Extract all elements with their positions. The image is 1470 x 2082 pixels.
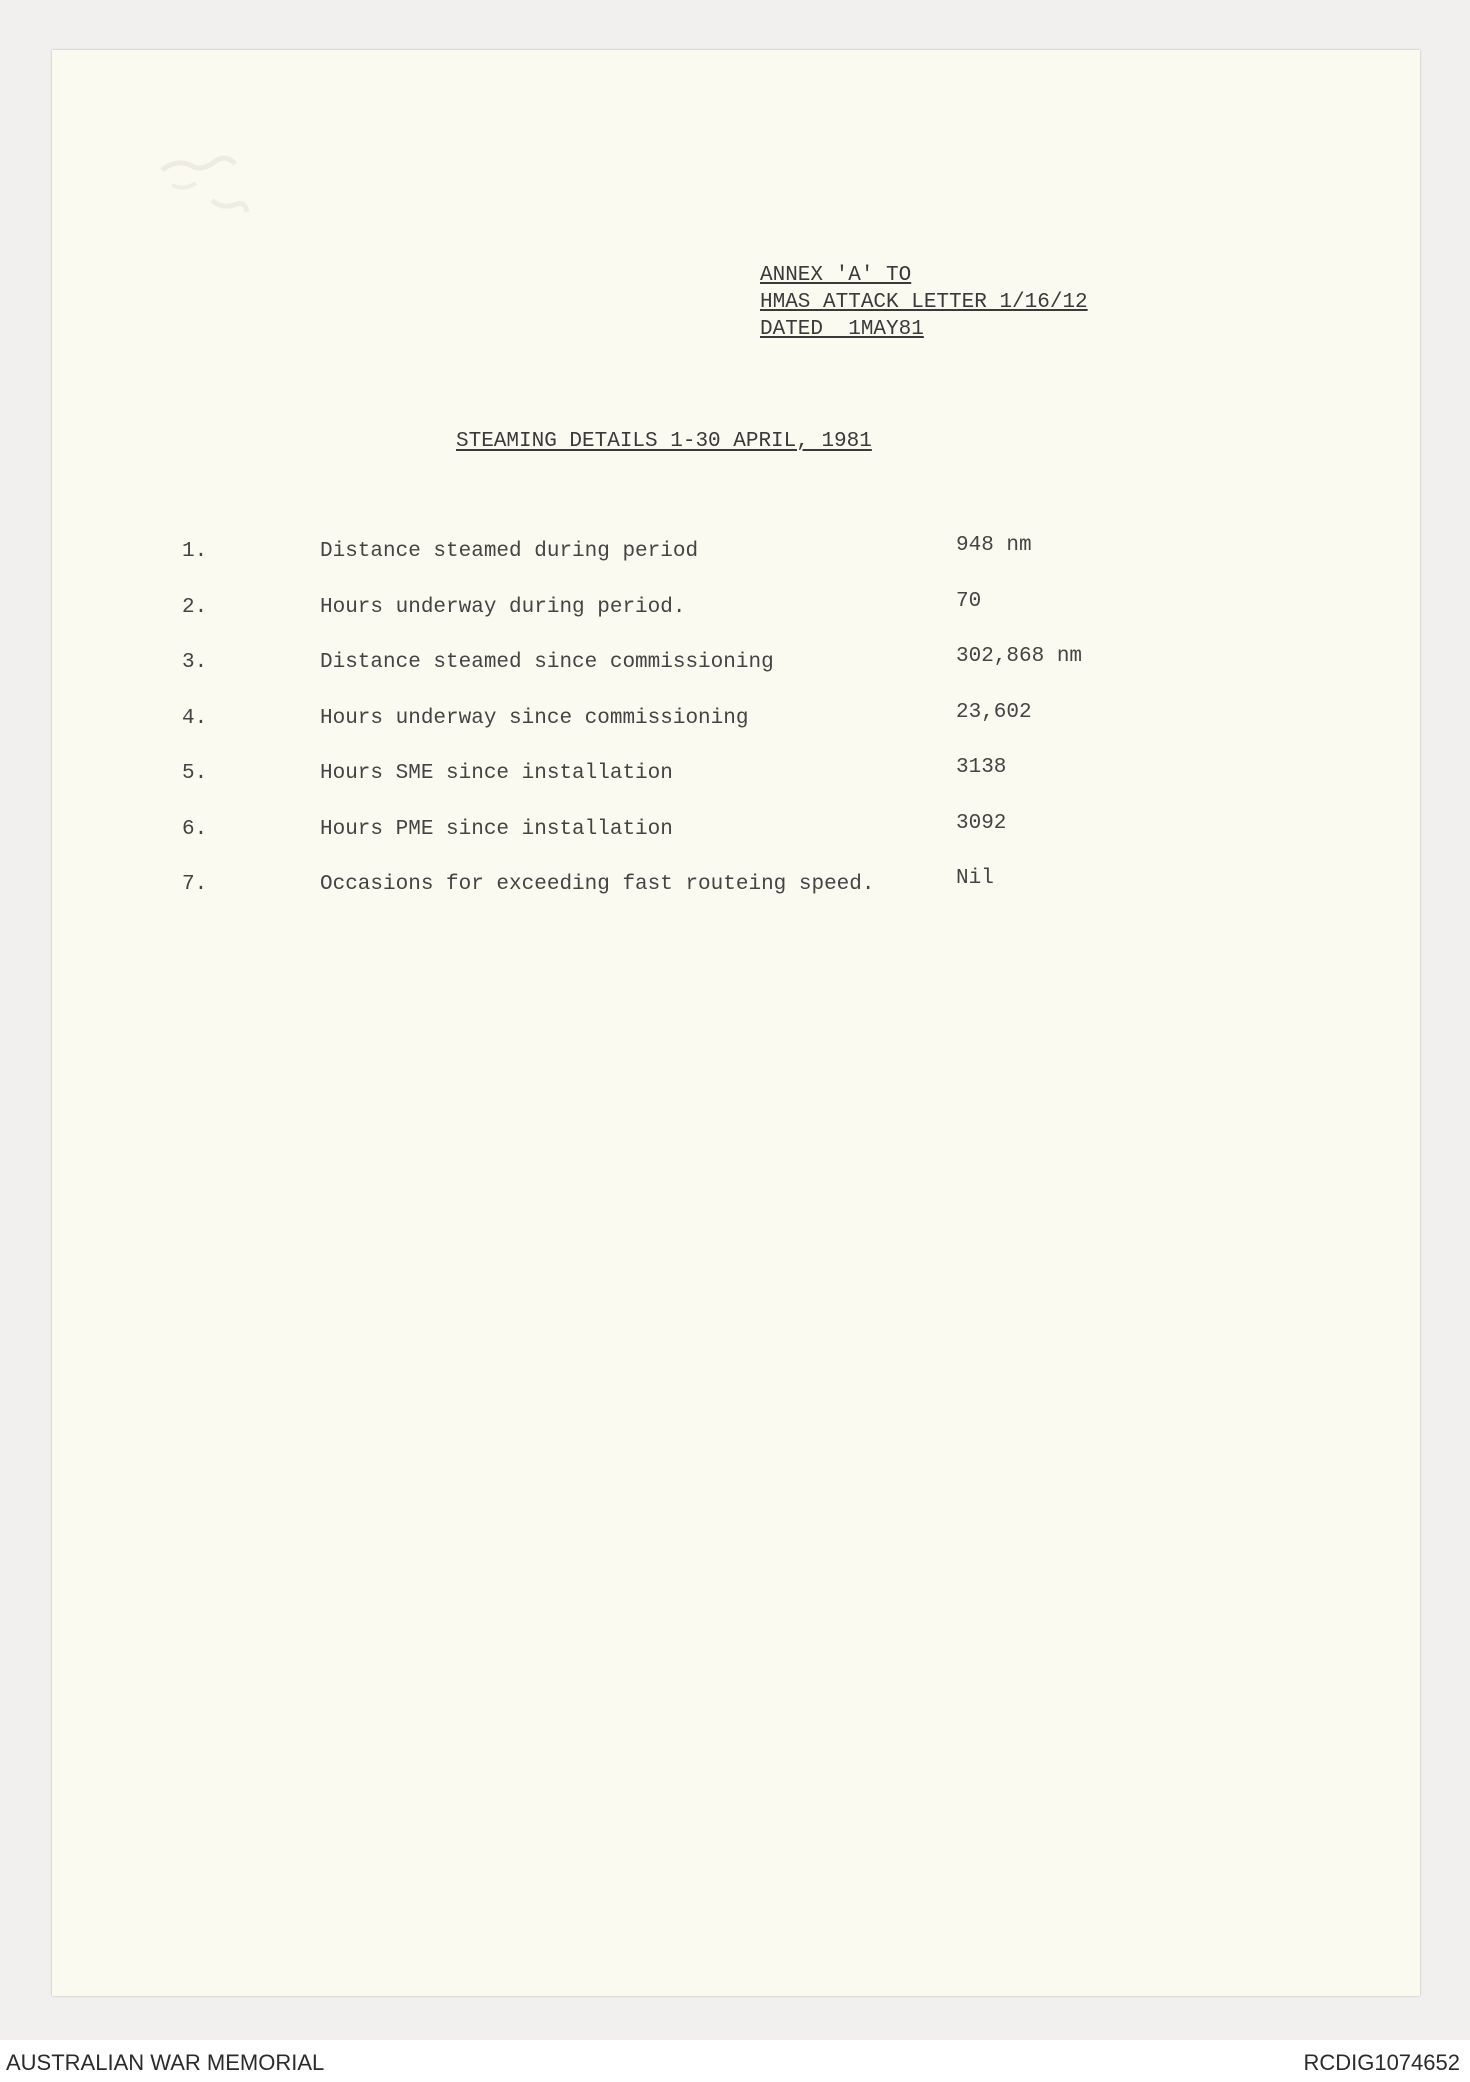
letter-reference-line: HMAS ATTACK LETTER 1/16/12 — [760, 291, 1088, 314]
item-number: 2. — [182, 595, 208, 619]
list-item — [182, 645, 1182, 701]
item-value: 3138 — [956, 756, 1007, 779]
list-item — [182, 756, 1182, 812]
item-label: Distance steamed during period — [320, 540, 699, 563]
item-label: Hours underway during period. — [320, 595, 686, 619]
item-value: Nil — [956, 867, 994, 890]
footer-institution: AUSTRALIAN WAR MEMORIAL — [6, 2050, 325, 2075]
annex-line: ANNEX 'A' TO — [760, 264, 912, 287]
dated-line: DATED 1MAY81 — [760, 318, 924, 341]
item-label: Hours underway since commissioning — [320, 706, 749, 730]
item-number: 1. — [182, 540, 208, 563]
item-value: 70 — [956, 589, 982, 613]
item-label: Hours PME since installation — [320, 817, 673, 841]
item-number: 3. — [182, 651, 208, 674]
emboss-seal-mark — [152, 140, 262, 230]
list-item — [182, 867, 1182, 923]
item-label: Distance steamed since commissioning — [320, 651, 774, 674]
document-page — [52, 50, 1420, 1996]
item-number: 4. — [182, 706, 208, 730]
steaming-details-list — [182, 534, 1182, 923]
item-value: 3092 — [956, 811, 1007, 835]
item-value: 948 nm — [956, 534, 1032, 557]
item-number: 5. — [182, 762, 208, 785]
annex-reference-block — [760, 262, 1088, 343]
item-value: 302,868 nm — [956, 645, 1083, 668]
archive-footer — [0, 2040, 1470, 2082]
footer-reference-id: RCDIG1074652 — [1303, 2050, 1460, 2075]
item-number: 7. — [182, 873, 208, 896]
item-label: Hours SME since installation — [320, 762, 673, 785]
list-item — [182, 590, 1182, 646]
list-item — [182, 812, 1182, 868]
item-label: Occasions for exceeding fast routeing speed. — [320, 873, 875, 896]
list-item — [182, 701, 1182, 757]
document-title: STEAMING DETAILS 1-30 APRIL, 1981 — [456, 430, 872, 453]
item-value: 23,602 — [956, 700, 1032, 724]
item-number: 6. — [182, 817, 208, 841]
list-item — [182, 534, 1182, 590]
